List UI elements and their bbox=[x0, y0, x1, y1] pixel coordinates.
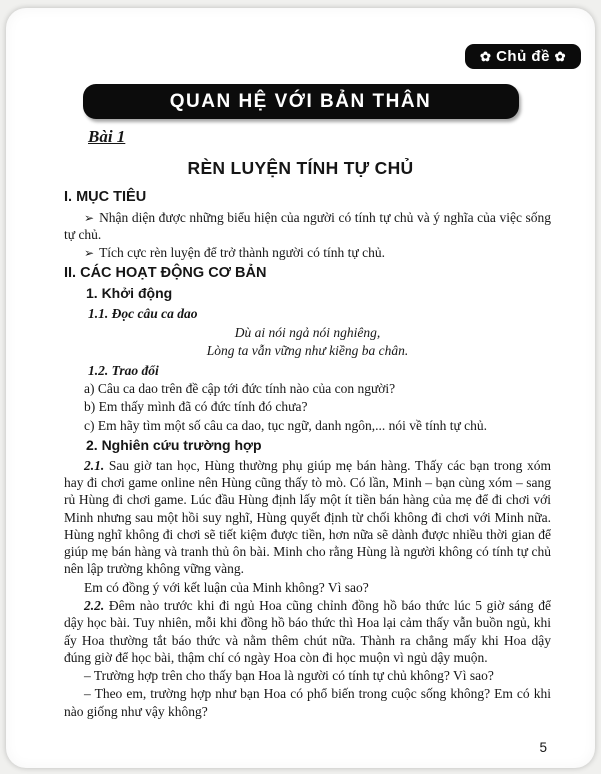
case-text: Đêm nào trước khi đi ngủ Hoa cũng chỉnh đồng hồ báo thức lúc 5 giờ sáng để dậy học bài. Tuy nhiên, mỗi khi đồng hồ báo thức thì Hoa lại cảm thấy vẫn buồn ngủ, khi ấy Hoa thường tắt báo thức và nằm thêm chút nữa. Thành ra chẳng mấy khi Hoa dậy đúng giờ để học bài, thậm chí có ngày Hoa còn đi học muộn vì ngủ dậy muộn. bbox=[64, 597, 552, 665]
case-paragraph bbox=[64, 457, 551, 578]
section-activities-heading: II. CÁC HOẠT ĐỘNG CƠ BẢN bbox=[64, 264, 267, 281]
warmup-heading: 1. Khởi động bbox=[86, 285, 173, 302]
folk-verse bbox=[64, 324, 551, 360]
flower-icon: ✿ bbox=[554, 49, 566, 64]
case-number: 2.2. bbox=[84, 597, 105, 613]
case-study-heading: 2. Nghiên cứu trường hợp bbox=[86, 436, 262, 453]
objective-item bbox=[64, 209, 551, 244]
flower-icon: ✿ bbox=[480, 49, 492, 64]
case-number: 2.1. bbox=[84, 457, 105, 473]
discussion-heading: 1.2. Trao đổi bbox=[88, 362, 159, 378]
unit-title: QUAN HỆ VỚI BẢN THÂN bbox=[169, 91, 432, 112]
lesson-content bbox=[64, 188, 551, 720]
objective-text: Tích cực rèn luyện để trở thành người có tính tự chủ. bbox=[99, 245, 385, 261]
reading-heading: 1.1. Đọc câu ca dao bbox=[88, 305, 198, 321]
case-question: – Trường hợp trên cho thấy bạn Hoa là người có tính tự chủ không? Vì sao? bbox=[84, 668, 494, 684]
section-objectives-heading: I. MỤC TIÊU bbox=[64, 189, 147, 205]
page-number: 5 bbox=[539, 740, 547, 755]
verse-line: Lòng ta vẫn vững như kiềng ba chân. bbox=[206, 343, 409, 359]
arrow-bullet-icon: ➢ bbox=[84, 246, 95, 261]
case-question: Em có đồng ý với kết luận của Minh không? Vì sao? bbox=[84, 579, 369, 595]
case-paragraph bbox=[64, 597, 551, 666]
discussion-question: a) Câu ca dao trên đề cập tới đức tính nào của con người? bbox=[84, 381, 396, 397]
chapter-badge-label: Chủ đề bbox=[496, 48, 550, 65]
discussion-question: c) Em hãy tìm một số câu ca dao, tục ngữ, danh ngôn,... nói về tính tự chủ. bbox=[84, 417, 488, 433]
discussion-question: b) Em thấy mình đã có đức tính đó chưa? bbox=[84, 399, 308, 415]
arrow-bullet-icon: ➢ bbox=[84, 210, 95, 225]
lesson-number: Bài 1 bbox=[88, 127, 126, 146]
book-page bbox=[6, 8, 595, 768]
unit-title-banner bbox=[83, 84, 519, 119]
case-question: – Theo em, trường hợp như bạn Hoa có phổ biến trong cuộc sống không? Em có khi nào giống như vậy không? bbox=[64, 686, 551, 719]
objective-item bbox=[64, 244, 551, 261]
case-text: Sau giờ tan học, Hùng thường phụ giúp mẹ bán hàng. Thấy các bạn trong xóm hay đi chơi game online nên Hùng cũng thấy tò mò. Có lần, Minh – bạn cùng xóm – sang rủ Hùng đi chơi game. Lúc đầu Hùng định lấy một ít tiền bán hàng của mẹ để đi chơi với Minh nhưng sau một hồi suy nghĩ, Hùng quyết định từ chối không đi chơi với Minh nữa. Hùng nghĩ không đi chơi sẽ tiết kiệm được tiền, hơn nữa sẽ dành được nhiều thời gian để giúp mẹ bán hàng và tranh thủ ôn bài. Minh cho rằng Hùng là người không có tính tự chủ nên lập trường không vững vàng. bbox=[64, 457, 551, 577]
verse-line: Dù ai nói ngả nói nghiêng, bbox=[234, 325, 381, 341]
chapter-badge bbox=[465, 44, 581, 69]
objective-text: Nhận diện được những biểu hiện của người có tính tự chủ và ý nghĩa của việc sống tự chủ. bbox=[64, 209, 551, 242]
lesson-title: RÈN LUYỆN TÍNH TỰ CHỦ bbox=[187, 158, 414, 178]
